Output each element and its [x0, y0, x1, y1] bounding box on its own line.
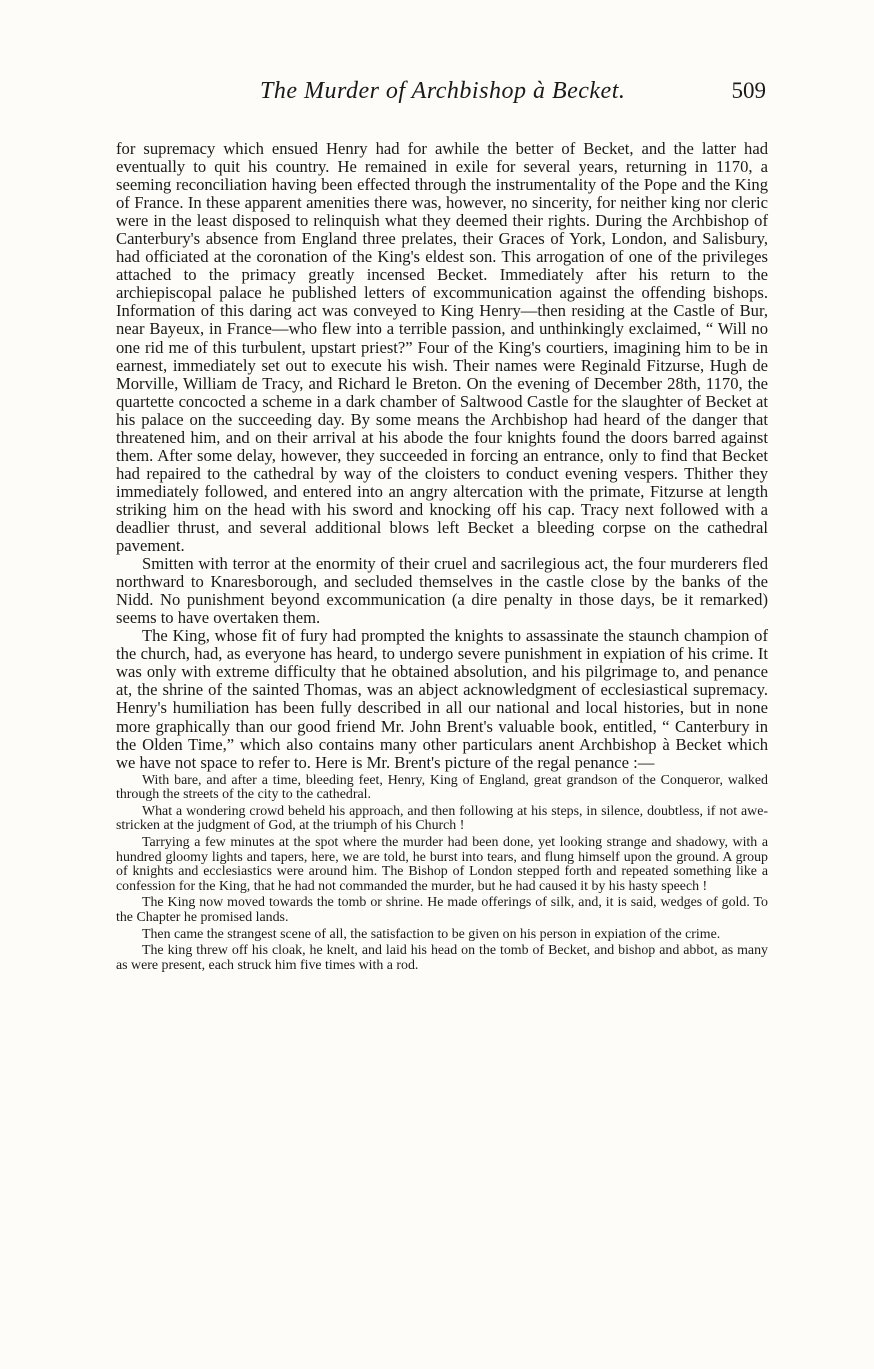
- quote-paragraph-1: With bare, and after a time, bleeding feet, Henry, King of England, great grandson of the Conqueror, walked through the streets of the city to the cathedral.: [116, 772, 768, 803]
- page-number: 509: [731, 78, 766, 103]
- article-body: [116, 140, 768, 975]
- running-title: The Murder of Archbishop à Becket.: [260, 78, 626, 104]
- quote-paragraph-2: What a wondering crowd beheld his approach, and then following at his steps, in silence, doubtless, if not awe-stricken at the judgment of God, at the triumph of his Church !: [116, 803, 768, 834]
- block-quote: [116, 774, 768, 974]
- quote-paragraph-5: Then came the strangest scene of all, the satisfaction to be given on his person in expiation of the crime.: [142, 926, 721, 942]
- running-head: [118, 78, 766, 114]
- body-paragraph-1: for supremacy which ensued Henry had for awhile the better of Becket, and the latter had eventually to quit his country. He remained in exile for several years, returning in 1170, a seeming reconciliation having been effected through the instrumentality of the Pope and the King of France. In these apparent amenities there was, however, no sincerity, for neither king nor cleric were in the least disposed to relinquish what they deemed their rights. During the Archbishop of Canterbury's absence from England three prelates, their Graces of York, London, and Salisbury, had officiated at the coronation of the King's eldest son. This arrogation of one of the privileges attached to the primacy greatly incensed Becket. Immediately after his return to the archiepiscopal palace he published letters of excommunication against the offending bishops. Information of this daring act was conveyed to King Henry—then residing at the Castle of Bur, near Bayeux, in France—who flew into a terrible passion, and unthinkingly exclaimed, “ Will no one rid me of this turbulent, upstart priest?” Four of the King's courtiers, imagining him to be in earnest, immediately set out to execute his wish. Their names were Reginald Fitzurse, Hugh de Morville, William de Tracy, and Richard le Breton. On the evening of December 28th, 1170, the quartette concocted a scheme in a dark chamber of Saltwood Castle for the slaughter of Becket at his palace on the succeeding day. By some means the Archbishop had heard of the danger that threatened him, and on their arrival at his abode the four knights found the doors barred against them. After some delay, however, they succeeded in forcing an entrance, only to find that Becket had repaired to the cathedral by way of the cloisters to conduct evening vespers. Thither they immediately followed, and entered into an angry altercation with the primate, Fitzurse at length striking him on the head with his sword and knocking off his cap. Tracy next followed with a deadlier thrust, and several additional blows left Becket a bleeding corpse on the cathedral pavement.: [116, 139, 768, 556]
- body-paragraph-2: Smitten with terror at the enormity of their cruel and sacrilegious act, the four murderers fled northward to Knaresborough, and secluded themselves in the castle close by the banks of the Nidd. No punishment beyond excommunication (a dire penalty in those days, be it remarked) seems to have overtaken them.: [116, 554, 768, 628]
- quote-paragraph-6: The king threw off his cloak, he knelt, and laid his head on the tomb of Becket, and bishop and abbot, as many as were present, each struck him five times with a rod.: [116, 943, 768, 973]
- quote-paragraph-3: Tarrying a few minutes at the spot where the murder had been done, yet looking strange and shadowy, with a hundred gloomy lights and tapers, here, we are told, he burst into tears, and flung himself upon the ground. A group of knights and ecclesiastics were around him. The Bishop of London stepped forth and repeated something like a confession for the King, that he had not commanded the murder, but he had caused it by his hasty speech !: [116, 835, 768, 894]
- body-paragraph-3: The King, whose fit of fury had prompted the knights to assassinate the staunch champion of the church, had, as everyone has heard, to undergo severe punishment in expiation of his crime. It was only with extreme difficulty that he obtained absolution, and his pilgrimage to, and penance at, the shrine of the sainted Thomas, was an abject acknowledgment of ecclesiastical supremacy. Henry's humiliation has been fully described in all our national and local histories, but in none more graphically than our good friend Mr. John Brent's valuable book, entitled, “ Canterbury in the Olden Time,” which also contains many other particulars anent Archbishop à Becket which we have not space to refer to. Here is Mr. Brent's picture of the regal penance :—: [116, 626, 768, 772]
- quote-paragraph-4: The King now moved towards the tomb or shrine. He made offerings of silk, and, it is said, wedges of gold. To the Chapter he promised lands.: [116, 895, 768, 925]
